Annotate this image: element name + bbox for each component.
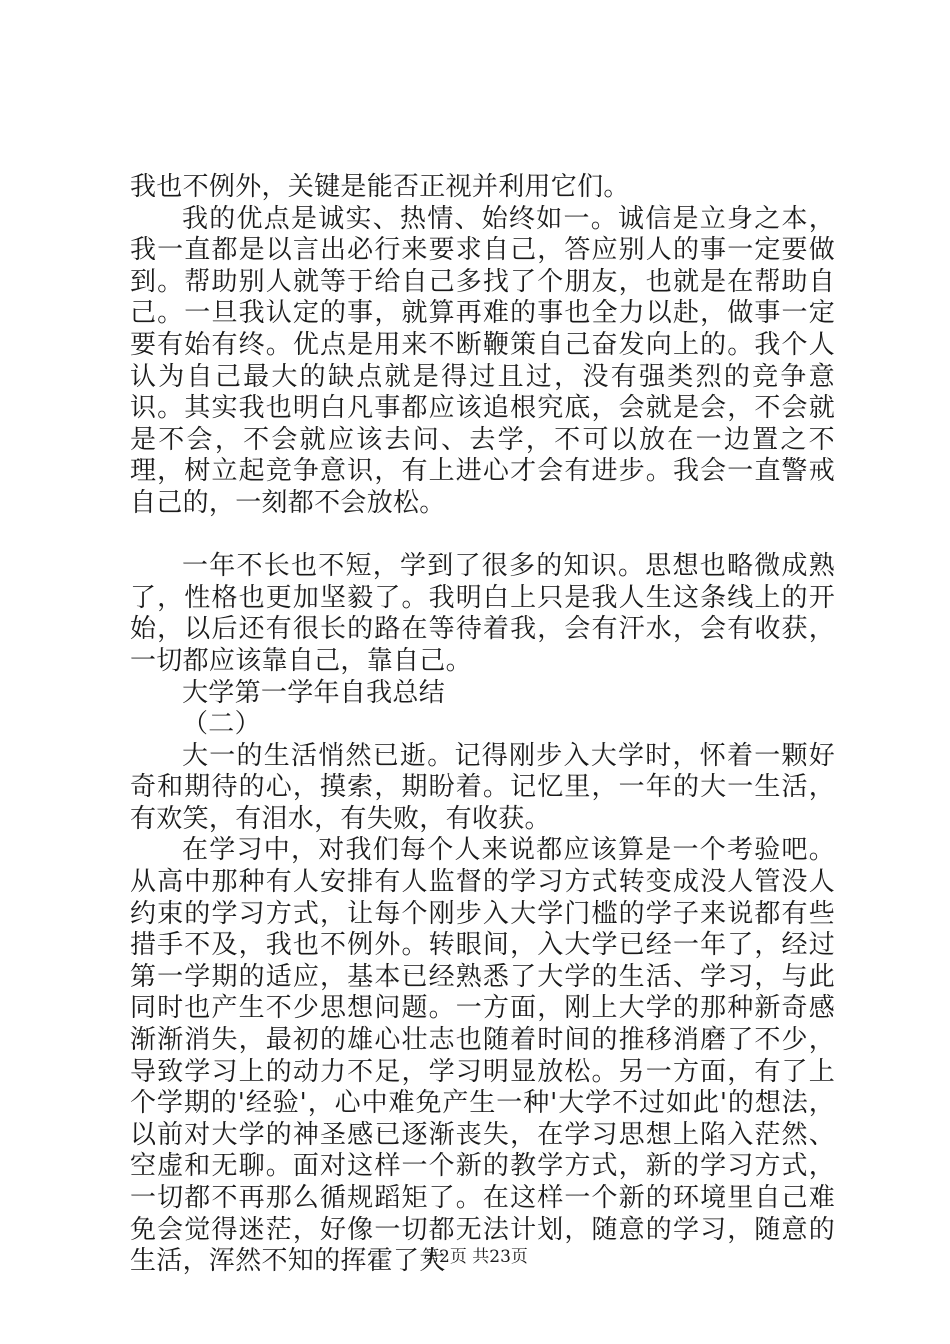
paragraph-study: 在学习中，对我们每个人来说都应该算是一个考验吧。从高中那种有人安排有人监督的学习方式转变成没人管没人约束的学习方式，让每个刚步入大学门槛的学子来说都有些措手不及，我也不例外。转眼间，入大学已经一年了，经过第一学期的适应，基本已经熟悉了大学的生活、学习，与此同时也产生不少思想问题。一方面，刚上大学的那种新奇感渐渐消失，最初的雄心壮志也随着时间的推移消磨了不少，导致学习上的动力不足，学习明显放松。另一方面，有了上个学期的'经验'，心中难免产生一种'大学不过如此'的想法，以前对大学的神圣感已逐渐丧失，在学习思想上陷入茫然、空虚和无聊。面对这样一个新的教学方式，新的学习方式，一切都不再那么循规蹈矩了。在这样一个新的环境里自己难免会觉得迷茫，好像一切都无法计划，随意的学习，随意的生活，浑然不知的挥霍了大 — [130, 835, 835, 1277]
paragraph-one-year: 一年不长也不短，学到了很多的知识。思想也略微成熟了，性格也更加坚毅了。我明白上只是我人生这条线上的开始，以后还有很长的路在等待着我，会有汗水，会有收获，一切都应该靠自己，靠自己。 — [130, 551, 835, 676]
paragraph-continuation: 我也不例外，关键是能否正视并利用它们。 — [130, 172, 630, 202]
section-number: （二） — [182, 709, 261, 740]
page-footer: 第2页 共23页 — [422, 1247, 528, 1267]
paragraph-strengths: 我的优点是诚实、热情、始终如一。诚信是立身之本，我一直都是以言出必行来要求自己，答应别人的事一定要做到。帮助别人就等于给自己多找了个朋友，也就是在帮助自己。一旦我认定的事，就算再难的事也全力以赴，做事一定要有始有终。优点是用来不断鞭策自己奋发向上的。我个人认为自己最大的缺点就是得过且过，没有强类烈的竞争意识。其实我也明白凡事都应该追根究底，会就是会，不会就是不会，不会就应该去问、去学，不可以放在一边置之不理，树立起竞争意识，有上进心才会有进步。我会一直警戒自己的，一刻都不会放松。 — [130, 203, 835, 518]
document-body — [130, 172, 835, 1278]
section-title: 大学第一学年自我总结 — [182, 677, 446, 708]
blank-line — [130, 520, 835, 552]
paragraph-freshman-life: 大一的生活悄然已逝。记得刚步入大学时，怀着一颗好奇和期待的心，摸索，期盼着。记忆里，一年的大一生活，有欢笑，有泪水，有失败，有收获。 — [130, 740, 835, 834]
